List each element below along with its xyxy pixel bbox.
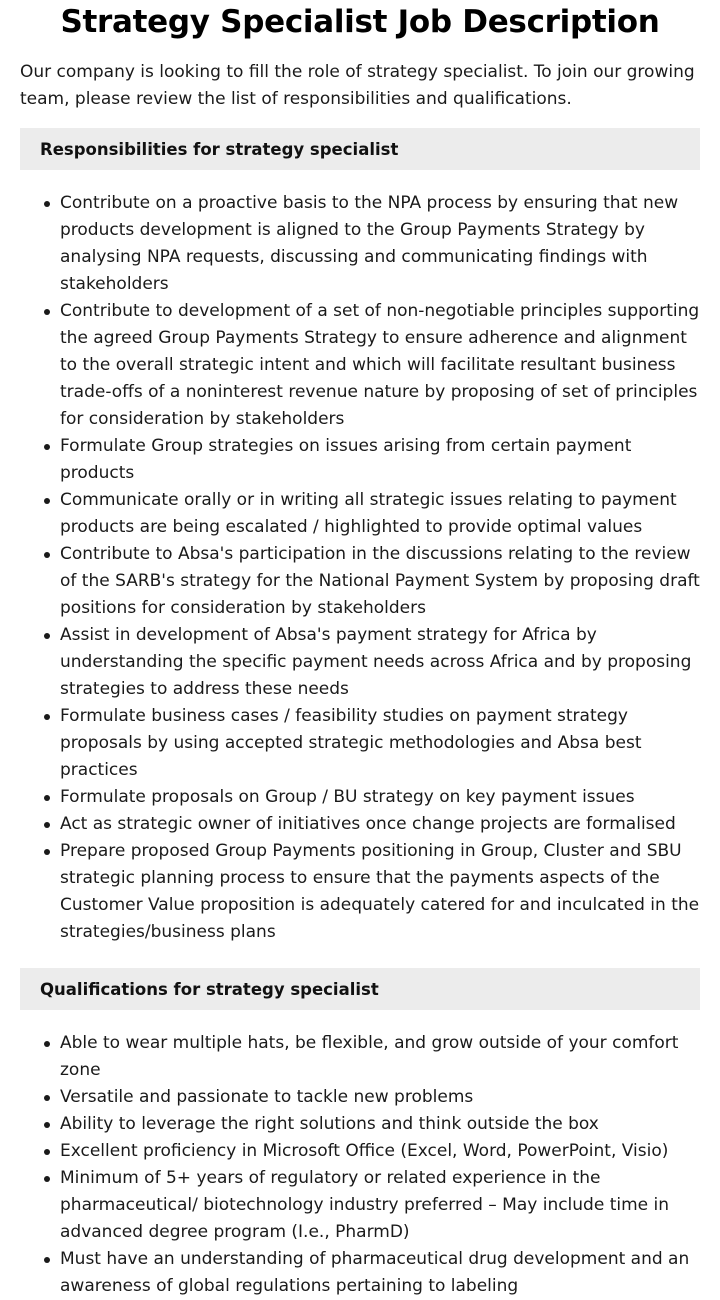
responsibility-item: Act as strategic owner of initiatives once change projects are formalised — [60, 811, 700, 838]
qualification-item: Ability to leverage the right solutions and think outside the box — [60, 1111, 700, 1138]
responsibility-item: Contribute to Absa's participation in the discussions relating to the review of the SARB's strategy for the National Payment System by proposing draft positions for consideration by stakeholders — [60, 541, 700, 622]
responsibility-item: Formulate Group strategies on issues arising from certain payment products — [60, 433, 700, 487]
responsibility-item: Formulate proposals on Group / BU strategy on key payment issues — [60, 784, 700, 811]
responsibility-item: Communicate orally or in writing all strategic issues relating to payment products are being escalated / highlighted to provide optimal values — [60, 487, 700, 541]
responsibility-item: Assist in development of Absa's payment strategy for Africa by understanding the specific payment needs across Africa and by proposing strategies to address these needs — [60, 622, 700, 703]
qualification-item: Excellent proficiency in Microsoft Office (Excel, Word, PowerPoint, Visio) — [60, 1138, 700, 1165]
responsibilities-list — [20, 190, 700, 946]
responsibility-item: Contribute to development of a set of non-negotiable principles supporting the agreed Group Payments Strategy to ensure adherence and alignment to the overall strategic intent and which will facilitate resultant business trade-offs of a noninterest revenue nature by proposing of set of principles for consideration by stakeholders — [60, 298, 700, 433]
page-title: Strategy Specialist Job Description — [60, 4, 660, 40]
qualification-item: Able to wear multiple hats, be flexible, and grow outside of your comfort zone — [60, 1030, 700, 1084]
qualifications-heading: Qualifications for strategy specialist — [20, 968, 700, 1010]
intro-paragraph: Our company is looking to fill the role of strategy specialist. To join our growing team, please review the list of responsibilities and qualifications. — [20, 62, 695, 109]
responsibilities-heading: Responsibilities for strategy specialist — [20, 128, 700, 170]
qualification-item: Minimum of 5+ years of regulatory or related experience in the pharmaceutical/ biotechnology industry preferred – May include time in advanced degree program (I.e., PharmD) — [60, 1165, 700, 1246]
qualification-item: Versatile and passionate to tackle new problems — [60, 1084, 700, 1111]
responsibility-item: Prepare proposed Group Payments positioning in Group, Cluster and SBU strategic planning process to ensure that the payments aspects of the Customer Value proposition is adequately catered for and inculcated in the strategies/business plans — [60, 838, 700, 946]
responsibility-item: Contribute on a proactive basis to the NPA process by ensuring that new products development is aligned to the Group Payments Strategy by analysing NPA requests, discussing and communicating findings with stakeholders — [60, 190, 700, 298]
qualification-item: Must have an understanding of pharmaceutical drug development and an awareness of global regulations pertaining to labeling — [60, 1246, 700, 1300]
qualifications-list — [20, 1030, 700, 1300]
responsibility-item: Formulate business cases / feasibility studies on payment strategy proposals by using accepted strategic methodologies and Absa best practices — [60, 703, 700, 784]
